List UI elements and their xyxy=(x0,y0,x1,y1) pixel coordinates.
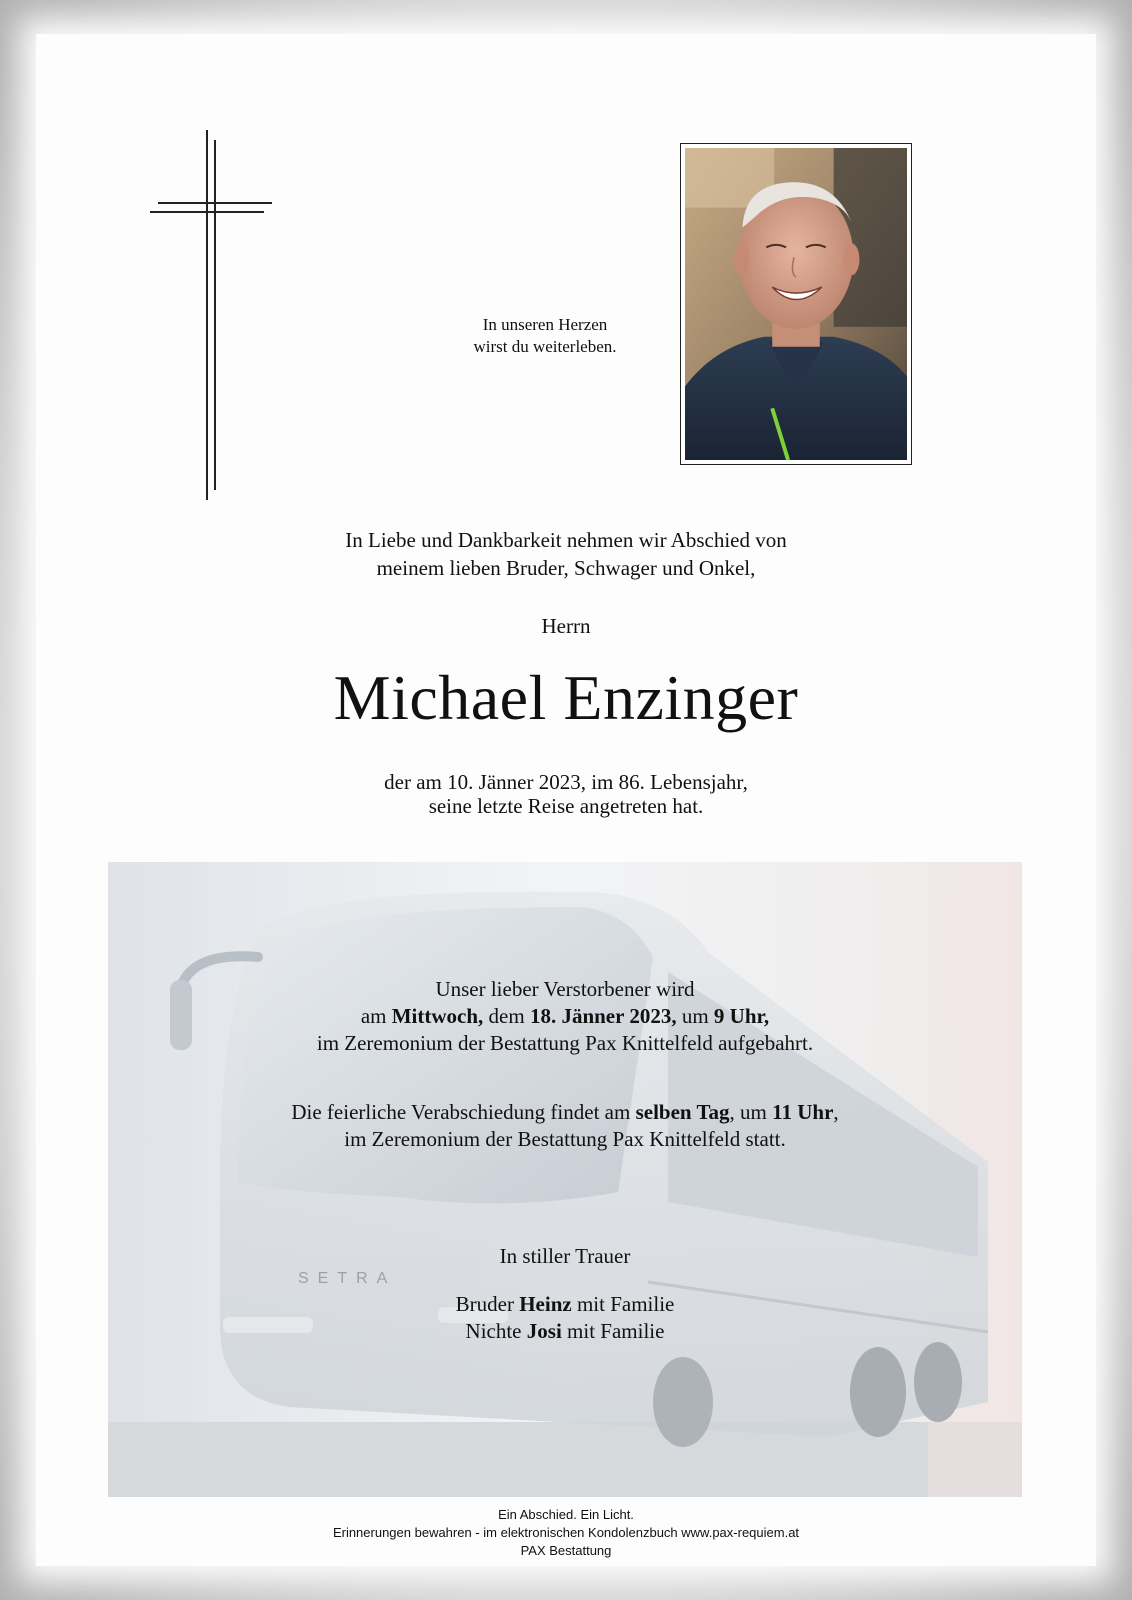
mourner-entry: Nichte Josi mit Familie xyxy=(465,1319,665,1343)
footer-line-2: Erinnerungen bewahren - im elektronischen Kondolenzbuch www.pax-requiem.at xyxy=(332,1525,800,1540)
portrait-photo xyxy=(680,143,912,465)
death-notice xyxy=(0,770,1132,818)
mourning-heading: In stiller Trauer xyxy=(499,1244,631,1268)
farewell-line-2: im Zeremonium der Bestattung Pax Knittelfeld statt. xyxy=(344,1127,786,1151)
intro-text xyxy=(0,526,1132,582)
farewell-paragraph xyxy=(108,1099,1022,1153)
salutation: Herrn xyxy=(541,614,591,638)
intro-line-1: In Liebe und Dankbarkeit nehmen wir Abschied von xyxy=(345,528,787,552)
viewing-line-1: Unser lieber Verstorbener wird xyxy=(435,977,695,1001)
intro-line-2: meinem lieben Bruder, Schwager und Onkel, xyxy=(376,556,756,580)
portrait-image xyxy=(685,148,907,460)
death-line-1: der am 10. Jänner 2023, im 86. Lebensjahr, xyxy=(384,770,748,794)
death-line-2: seine letzte Reise angetreten hat. xyxy=(428,794,704,818)
bus-brand-label: SETRA xyxy=(298,1270,397,1287)
viewing-paragraph xyxy=(108,976,1022,1057)
motto-line-2: wirst du weiterleben. xyxy=(473,337,617,356)
mourners-list xyxy=(108,1291,1022,1345)
bus-background-panel xyxy=(108,862,1022,1497)
viewing-line-3: im Zeremonium der Bestattung Pax Knittelfeld aufgebahrt. xyxy=(316,1031,814,1055)
footer-line-3: PAX Bestattung xyxy=(520,1543,612,1558)
motto xyxy=(430,314,660,358)
deceased-name: Michael Enzinger xyxy=(333,662,799,733)
viewing-line-2: am Mittwoch, dem 18. Jänner 2023, um 9 Uhr, xyxy=(360,1004,770,1028)
mourner-entry: Bruder Heinz mit Familie xyxy=(455,1292,675,1316)
motto-line-1: In unseren Herzen xyxy=(482,315,608,334)
farewell-line-1: Die feierliche Verabschiedung findet am selben Tag, um 11 Uhr, xyxy=(291,1100,839,1124)
footer xyxy=(0,1506,1132,1560)
bus-illustration xyxy=(108,862,1022,1497)
footer-line-1: Ein Abschied. Ein Licht. xyxy=(498,1507,634,1522)
cross-icon xyxy=(150,130,275,500)
